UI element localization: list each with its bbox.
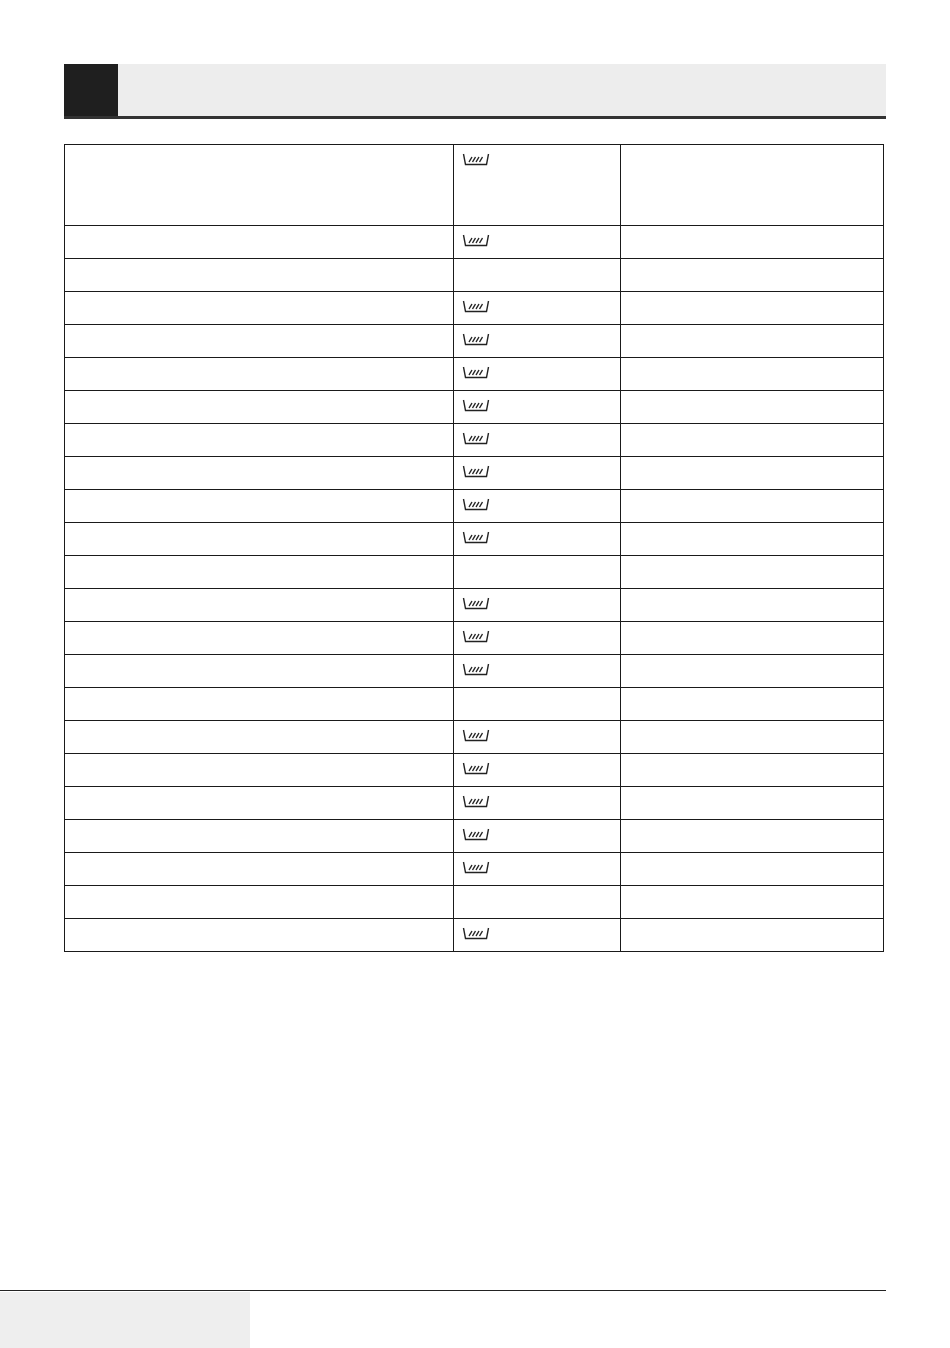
row-label bbox=[73, 325, 445, 334]
hand-wash-icon bbox=[462, 497, 490, 513]
row-label-cell bbox=[65, 655, 454, 688]
table-row bbox=[65, 919, 884, 952]
row-value-cell bbox=[621, 853, 884, 886]
table-row bbox=[65, 655, 884, 688]
row-value bbox=[629, 424, 875, 433]
row-label-cell bbox=[65, 259, 454, 292]
row-label-cell bbox=[65, 754, 454, 787]
row-value-cell bbox=[621, 391, 884, 424]
table-row bbox=[65, 787, 884, 820]
row-label-cell bbox=[65, 787, 454, 820]
table-row bbox=[65, 292, 884, 325]
wash-icon-cell bbox=[454, 655, 621, 688]
row-label-cell bbox=[65, 853, 454, 886]
hand-wash-icon bbox=[462, 464, 490, 480]
wash-icon-cell bbox=[454, 358, 621, 391]
table-row bbox=[65, 754, 884, 787]
wash-icon-cell bbox=[454, 292, 621, 325]
row-value bbox=[629, 358, 875, 367]
section-header-bar bbox=[64, 64, 886, 119]
table-row bbox=[65, 589, 884, 622]
hand-wash-icon bbox=[462, 596, 490, 612]
hand-wash-icon bbox=[462, 365, 490, 381]
row-label bbox=[73, 424, 445, 433]
row-value-cell bbox=[621, 820, 884, 853]
row-label bbox=[73, 490, 445, 499]
hand-wash-icon bbox=[462, 332, 490, 348]
table-row bbox=[65, 391, 884, 424]
wash-icon-cell bbox=[454, 721, 621, 754]
row-value-cell bbox=[621, 424, 884, 457]
row-label bbox=[73, 688, 445, 697]
row-value-cell bbox=[621, 292, 884, 325]
row-label bbox=[73, 589, 445, 598]
wash-icon-cell bbox=[454, 820, 621, 853]
row-label bbox=[73, 391, 445, 400]
row-label bbox=[73, 886, 445, 895]
hand-wash-icon bbox=[462, 662, 490, 678]
table-row bbox=[65, 820, 884, 853]
row-label bbox=[73, 523, 445, 532]
row-value bbox=[629, 457, 875, 466]
row-value bbox=[629, 490, 875, 499]
row-value bbox=[629, 853, 875, 862]
row-value bbox=[629, 655, 875, 664]
row-value bbox=[629, 259, 875, 268]
wash-icon-cell bbox=[454, 145, 621, 226]
row-label-cell bbox=[65, 391, 454, 424]
hand-wash-icon bbox=[462, 152, 490, 168]
row-value bbox=[629, 688, 875, 697]
row-label bbox=[73, 622, 445, 631]
row-label-cell bbox=[65, 358, 454, 391]
wash-icon-cell bbox=[454, 754, 621, 787]
row-label-cell bbox=[65, 226, 454, 259]
table-row bbox=[65, 556, 884, 589]
row-label bbox=[73, 820, 445, 829]
row-label-cell bbox=[65, 622, 454, 655]
table-row bbox=[65, 886, 884, 919]
table-row bbox=[65, 259, 884, 292]
row-value-cell bbox=[621, 787, 884, 820]
table-row bbox=[65, 688, 884, 721]
row-value-cell bbox=[621, 145, 884, 226]
hand-wash-icon bbox=[462, 926, 490, 942]
table-row bbox=[65, 721, 884, 754]
hand-wash-icon bbox=[462, 860, 490, 876]
row-value bbox=[629, 886, 875, 895]
row-label bbox=[73, 754, 445, 763]
row-value-cell bbox=[621, 688, 884, 721]
footer-divider bbox=[0, 1290, 886, 1291]
row-value-cell bbox=[621, 358, 884, 391]
row-label bbox=[73, 292, 445, 301]
hand-wash-icon bbox=[462, 728, 490, 744]
row-label bbox=[73, 853, 445, 862]
hand-wash-icon bbox=[462, 530, 490, 546]
row-value-cell bbox=[621, 754, 884, 787]
wash-icon-cell bbox=[454, 457, 621, 490]
row-value bbox=[629, 226, 875, 235]
row-value bbox=[629, 556, 875, 565]
row-value bbox=[629, 523, 875, 532]
hand-wash-icon bbox=[462, 827, 490, 843]
row-label bbox=[73, 787, 445, 796]
row-label-cell bbox=[65, 490, 454, 523]
row-label-cell bbox=[65, 688, 454, 721]
row-value bbox=[629, 820, 875, 829]
row-value-cell bbox=[621, 490, 884, 523]
row-value bbox=[629, 721, 875, 730]
wash-icon-cell bbox=[454, 490, 621, 523]
row-label-cell bbox=[65, 292, 454, 325]
row-label bbox=[73, 457, 445, 466]
hand-wash-icon bbox=[462, 299, 490, 315]
row-value-cell bbox=[621, 919, 884, 952]
wash-icon-cell bbox=[454, 391, 621, 424]
table-row bbox=[65, 490, 884, 523]
wash-icon-cell bbox=[454, 523, 621, 556]
wash-icon-cell bbox=[454, 886, 621, 919]
row-label-cell bbox=[65, 886, 454, 919]
row-value-cell bbox=[621, 457, 884, 490]
row-value bbox=[629, 391, 875, 400]
section-number-block bbox=[64, 64, 118, 116]
row-label bbox=[73, 556, 445, 565]
row-label bbox=[73, 259, 445, 268]
row-label bbox=[73, 145, 445, 154]
wash-icon-cell bbox=[454, 556, 621, 589]
row-value bbox=[629, 292, 875, 301]
row-label-cell bbox=[65, 556, 454, 589]
row-value bbox=[629, 787, 875, 796]
row-label-cell bbox=[65, 721, 454, 754]
row-value bbox=[629, 325, 875, 334]
row-label bbox=[73, 358, 445, 367]
wash-icon-cell bbox=[454, 226, 621, 259]
wash-icon-cell bbox=[454, 325, 621, 358]
table-row bbox=[65, 145, 884, 226]
row-label-cell bbox=[65, 424, 454, 457]
row-value bbox=[629, 622, 875, 631]
row-label-cell bbox=[65, 325, 454, 358]
row-label bbox=[73, 226, 445, 235]
row-label-cell bbox=[65, 523, 454, 556]
wash-icon-cell bbox=[454, 787, 621, 820]
row-value bbox=[629, 145, 875, 154]
row-label-cell bbox=[65, 145, 454, 226]
row-label bbox=[73, 721, 445, 730]
hand-wash-icon bbox=[462, 398, 490, 414]
wash-icon-cell bbox=[454, 589, 621, 622]
hand-wash-icon bbox=[462, 794, 490, 810]
row-value bbox=[629, 919, 875, 928]
row-value-cell bbox=[621, 325, 884, 358]
hand-wash-icon bbox=[462, 629, 490, 645]
wash-icon-cell bbox=[454, 259, 621, 292]
wash-icon-cell bbox=[454, 622, 621, 655]
footer-tab bbox=[0, 1292, 250, 1348]
wash-icon-cell bbox=[454, 688, 621, 721]
row-value-cell bbox=[621, 886, 884, 919]
row-label-cell bbox=[65, 457, 454, 490]
row-value-cell bbox=[621, 523, 884, 556]
row-value bbox=[629, 589, 875, 598]
row-value-cell bbox=[621, 259, 884, 292]
row-value-cell bbox=[621, 226, 884, 259]
table-row bbox=[65, 622, 884, 655]
table-row bbox=[65, 523, 884, 556]
row-value-cell bbox=[621, 655, 884, 688]
row-label-cell bbox=[65, 589, 454, 622]
row-label-cell bbox=[65, 919, 454, 952]
hand-wash-icon bbox=[462, 233, 490, 249]
row-value bbox=[629, 754, 875, 763]
table-row bbox=[65, 325, 884, 358]
row-value-cell bbox=[621, 622, 884, 655]
row-value-cell bbox=[621, 589, 884, 622]
row-value-cell bbox=[621, 556, 884, 589]
table-row bbox=[65, 457, 884, 490]
table-row bbox=[65, 853, 884, 886]
wash-icon-cell bbox=[454, 853, 621, 886]
row-label bbox=[73, 655, 445, 664]
spec-table bbox=[64, 144, 884, 952]
hand-wash-icon bbox=[462, 761, 490, 777]
table-row bbox=[65, 226, 884, 259]
wash-icon-cell bbox=[454, 919, 621, 952]
wash-icon-cell bbox=[454, 424, 621, 457]
hand-wash-icon bbox=[462, 431, 490, 447]
table-row bbox=[65, 358, 884, 391]
row-label-cell bbox=[65, 820, 454, 853]
table-row bbox=[65, 424, 884, 457]
row-value-cell bbox=[621, 721, 884, 754]
spec-table-body bbox=[65, 145, 884, 952]
row-label bbox=[73, 919, 445, 928]
